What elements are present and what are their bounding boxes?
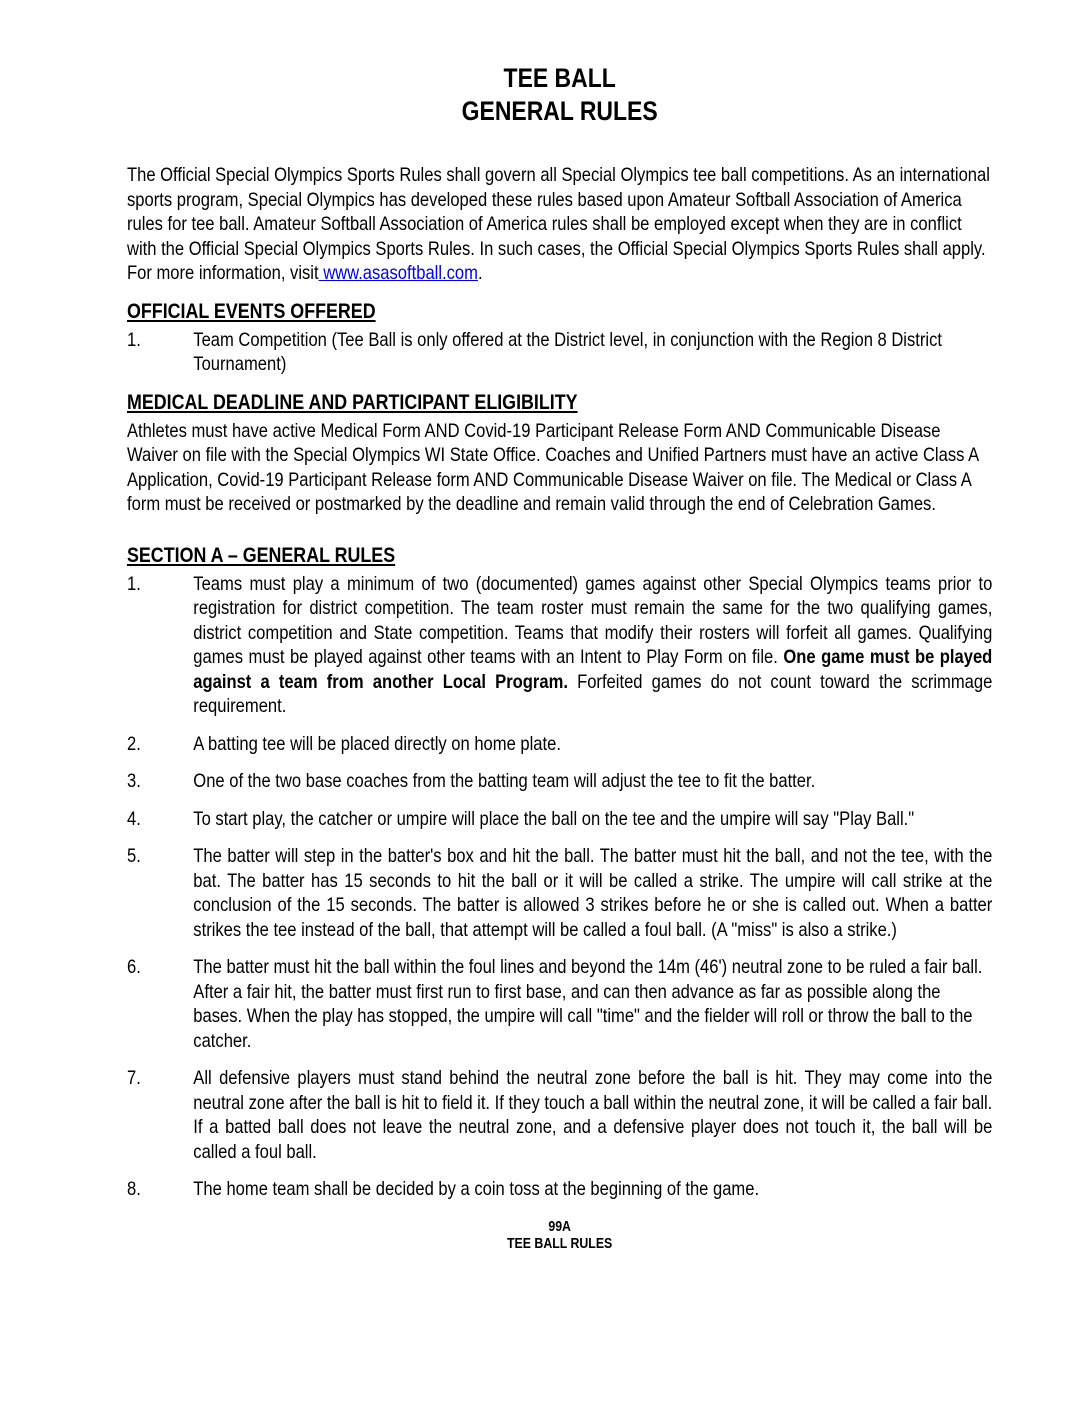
item-number: 7. <box>127 1067 141 1089</box>
item-text: One of the two base coaches from the batting team will adjust the tee to fit the batter. <box>193 770 816 792</box>
section-a-item-6 <box>127 955 992 1053</box>
item-number: 4. <box>127 807 141 830</box>
intro-after-link: . <box>477 262 483 284</box>
section-a-item-8 <box>127 1177 992 1202</box>
official-events-list <box>127 328 992 377</box>
item-number: 8. <box>127 1178 141 1200</box>
item-number: 5. <box>127 845 141 867</box>
item-text-bold: One game must be played against a team from another Local Program. <box>193 646 993 693</box>
section-a-item-3 <box>127 769 992 794</box>
heading-section-a: SECTION A – GENERAL RULES <box>127 543 396 567</box>
item-text: To start play, the catcher or umpire will place the ball on the tee and the umpire will say "Play Ball." <box>193 807 915 830</box>
item-text: The home team shall be decided by a coin toss at the beginning of the game. <box>193 1178 760 1200</box>
item-number: 1. <box>127 572 141 595</box>
document-content <box>127 62 992 1253</box>
item-number: 3. <box>127 770 141 792</box>
section-a-item-2 <box>127 732 992 757</box>
item-text: The batter must hit the ball within the foul lines and beyond the 14m (46') neutral zone to be ruled a fair ball. After a fair hit, the batter must first run to first base, and can then advance as far as possible along the bases. When the play has stopped, the umpire will call "time" and the fielder will roll or throw the ball to the catcher. <box>193 956 983 1052</box>
item-number: 2. <box>127 732 141 755</box>
item-number: 6. <box>127 956 141 978</box>
section-a-item-1 <box>127 572 992 719</box>
item-text: The batter will step in the batter's box and hit the ball. The batter must hit the ball, and not the tee, with the bat. The batter has 15 seconds to hit the ball or it will be called a strike. The umpire will call strike at the conclusion of the 15 seconds. The batter is allowed 3 strikes before he or she is called out. When a batter strikes the tee instead of the ball, that attempt will be called a foul ball. (A "miss" is also a strike.) <box>193 845 993 941</box>
section-a-list <box>127 572 992 1202</box>
section-a-item-7 <box>127 1066 992 1164</box>
page-number: 99A <box>548 1218 571 1235</box>
item-text: Team Competition (Tee Ball is only offered at the District level, in conjunction with the Region 8 District Tournament) <box>193 328 942 375</box>
heading-official-events: OFFICIAL EVENTS OFFERED <box>127 299 376 323</box>
intro-text: The Official Special Olympics Sports Rules shall govern all Special Olympics tee ball competitions. As an international sports program, Special Olympics has developed these rules based upon Amateur Softball Association of America rules for tee ball. Amateur Softball Association of America rules shall be employed except when they are in conflict with the Official Special Olympics Sports Rules. In such cases, the Official Special Olympics Sports Rules shall apply. For more information, visit <box>127 164 990 284</box>
asasoftball-link[interactable]: www.asasoftball.com <box>318 262 478 284</box>
section-a-item-4 <box>127 807 992 832</box>
page-title <box>127 62 992 128</box>
title-line-2: GENERAL RULES <box>461 96 658 126</box>
item-number: 1. <box>127 328 141 351</box>
item-text: A batting tee will be placed directly on home plate. <box>193 732 561 755</box>
medical-paragraph: Athletes must have active Medical Form AND Covid-19 Participant Release Form AND Communicable Disease Waiver on file with the Special Olympics WI State Office. Coaches and Unified Partners must have an active Class A Application, Covid-19 Participant Release form AND Communicable Disease Waiver on file. The Medical or Class A form must be received or postmarked by the deadline and remain valid through the end of Celebration Games. <box>127 419 979 515</box>
item-text <box>193 572 992 719</box>
item-text-normal: Teams must play a minimum of two (documented) games against other Special Olympics teams prior to registration for district competition. The team roster must remain the same for the two qualifying games, district competition and State competition. Teams that modify their rosters will forfeit all games. Qualifying games must be played against other teams with an Intent to Play Form on file. <box>193 572 993 668</box>
footer-doc-label: TEE BALL RULES <box>507 1235 613 1252</box>
official-events-item-1 <box>127 328 992 377</box>
intro-paragraph <box>127 163 992 286</box>
item-text-normal: Forfeited games do not count toward the scrimmage requirement. <box>193 670 993 717</box>
heading-medical-deadline: MEDICAL DEADLINE AND PARTICIPANT ELIGIBILITY <box>127 390 578 414</box>
page-footer <box>127 1219 992 1253</box>
item-text: All defensive players must stand behind the neutral zone before the ball is hit. They may come into the neutral zone after the ball is hit to field it. If they touch a ball within the neutral zone, it will be called a fair ball. If a batted ball does not leave the neutral zone, and a defensive player does not touch it, the ball will be called a foul ball. <box>193 1067 993 1163</box>
section-a-item-5 <box>127 844 992 942</box>
title-line-1: TEE BALL <box>503 63 616 93</box>
